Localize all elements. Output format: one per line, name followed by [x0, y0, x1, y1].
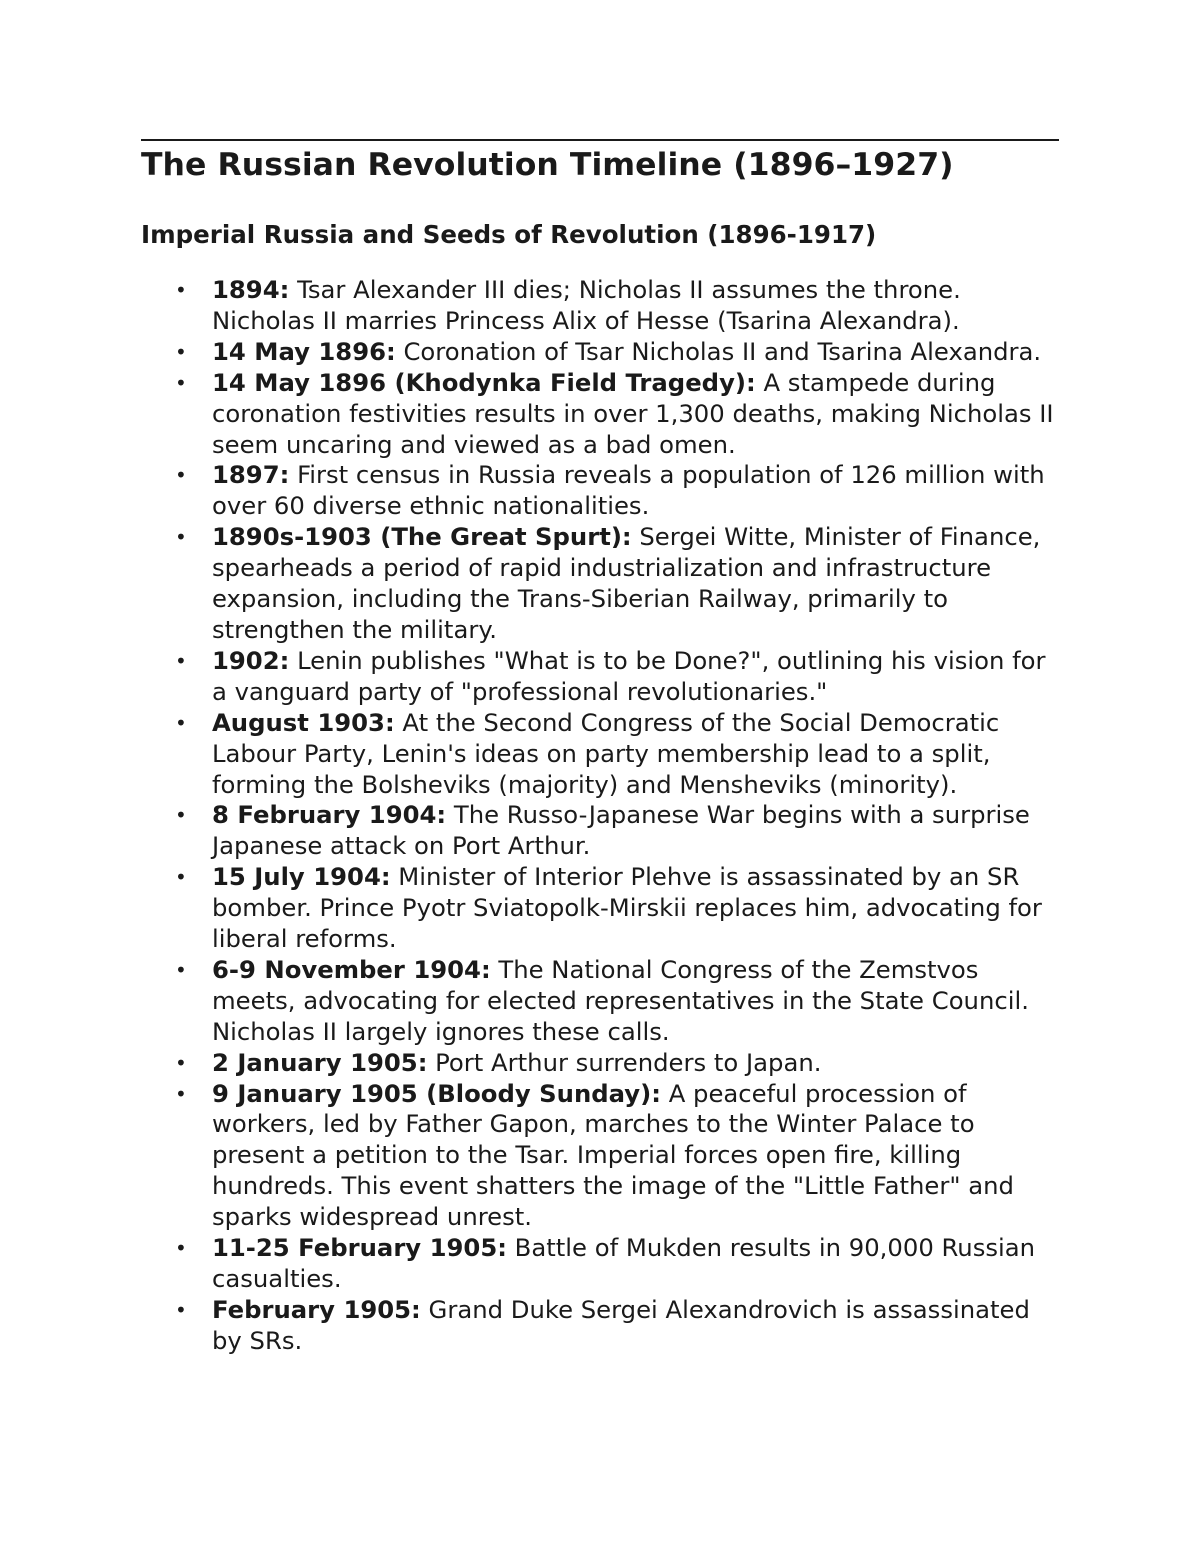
- bullet-icon: •: [175, 957, 187, 982]
- top-rule-divider: [141, 139, 1059, 141]
- bullet-icon: •: [175, 803, 187, 828]
- timeline-entry: [141, 522, 1059, 646]
- timeline-entry: [141, 337, 1059, 368]
- bullet-icon: •: [175, 648, 187, 673]
- entry-date: 11-25 February 1905:: [212, 1233, 507, 1263]
- timeline-entry: [141, 708, 1059, 801]
- entry-text: A stampede during coronation festivities results in over 1,300 deaths, making Nicholas II seem uncaring and viewed as a bad omen.: [212, 367, 1054, 459]
- entry-date: 2 January 1905:: [212, 1047, 428, 1077]
- entry-date: 14 May 1896 (Khodynka Field Tragedy):: [212, 367, 756, 397]
- timeline-entry: [141, 1233, 1059, 1295]
- timeline-entry: [141, 1048, 1059, 1079]
- bullet-icon: •: [175, 339, 187, 364]
- bullet-icon: •: [175, 463, 187, 488]
- timeline-entry: [141, 1079, 1059, 1234]
- entry-date: 1890s-1903 (The Great Spurt):: [212, 522, 632, 552]
- entry-text: At the Second Congress of the Social Democratic Labour Party, Lenin's ideas on party membership lead to a split, forming the Bolsheviks (majority) and Mensheviks (minority).: [212, 707, 1000, 799]
- entry-date: 1902:: [212, 645, 290, 675]
- bullet-icon: •: [175, 525, 187, 550]
- entry-date: February 1905:: [212, 1294, 421, 1324]
- entry-text: Tsar Alexander III dies; Nicholas II assumes the throne. Nicholas II marries Princess Alix of Hesse (Tsarina Alexandra).: [212, 275, 961, 335]
- bullet-icon: •: [175, 1297, 187, 1322]
- timeline-entry: [141, 460, 1059, 522]
- timeline-entry: [141, 368, 1059, 461]
- entry-text: The Russo-Japanese War begins with a surprise Japanese attack on Port Arthur.: [212, 800, 1030, 861]
- timeline-entry: [141, 862, 1059, 955]
- timeline-entry: [141, 646, 1059, 708]
- bullet-icon: •: [175, 278, 187, 302]
- entry-text: Battle of Mukden results in 90,000 Russian casualties.: [212, 1233, 1036, 1293]
- entry-text: First census in Russia reveals a population of 126 million with over 60 diverse ethnic nationalities.: [212, 460, 1045, 521]
- entry-date: 8 February 1904:: [212, 800, 447, 830]
- entry-date: 15 July 1904:: [212, 862, 391, 892]
- bullet-icon: •: [175, 865, 187, 890]
- entry-text: Port Arthur surrenders to Japan.: [427, 1047, 822, 1077]
- entry-date: 6-9 November 1904:: [212, 954, 491, 984]
- timeline-entry: [141, 955, 1059, 1048]
- entry-text: Coronation of Tsar Nicholas II and Tsarina Alexandra.: [395, 336, 1042, 366]
- entry-text: The National Congress of the Zemstvos meets, advocating for elected representatives in the State Council. Nicholas II largely ignores these calls.: [212, 954, 1029, 1046]
- entry-text: Lenin publishes "What is to be Done?", outlining his vision for a vanguard party of "professional revolutionaries.": [212, 645, 1046, 706]
- timeline-list: [141, 275, 1059, 1357]
- entry-text: A peaceful procession of workers, led by Father Gapon, marches to the Winter Palace to present a petition to the Tsar. Imperial forces open fire, killing hundreds. This event shatters the image of the "Little Father" and sparks widespread unrest.: [212, 1078, 1014, 1232]
- document-page: [141, 139, 1059, 1357]
- timeline-entry: [141, 800, 1059, 862]
- entry-text: Grand Duke Sergei Alexandrovich is assassinated by SRs.: [212, 1294, 1030, 1355]
- bullet-icon: •: [175, 370, 187, 395]
- entry-date: 9 January 1905 (Bloody Sunday):: [212, 1078, 661, 1108]
- bullet-icon: •: [175, 1236, 187, 1261]
- entry-text: Sergei Witte, Minister of Finance, spearheads a period of rapid industrialization and infrastructure expansion, including the Trans-Siberian Railway, primarily to strengthen the military.: [212, 522, 1041, 644]
- bullet-icon: •: [175, 710, 187, 735]
- entry-date: 14 May 1896:: [212, 336, 396, 366]
- timeline-entry: [141, 1295, 1059, 1357]
- bullet-icon: •: [175, 1050, 187, 1075]
- entry-date: August 1903:: [212, 707, 395, 737]
- section-heading: Imperial Russia and Seeds of Revolution (1896-1917): [141, 220, 877, 249]
- entry-text: Minister of Interior Plehve is assassinated by an SR bomber. Prince Pyotr Sviatopolk-Mirskii replaces him, advocating for liberal reforms.: [212, 862, 1042, 954]
- bullet-icon: •: [175, 1081, 187, 1106]
- document-title: The Russian Revolution Timeline (1896–1927): [141, 147, 954, 183]
- entry-date: 1894:: [212, 275, 290, 304]
- entry-date: 1897:: [212, 460, 290, 490]
- timeline-entry: [141, 275, 1059, 337]
